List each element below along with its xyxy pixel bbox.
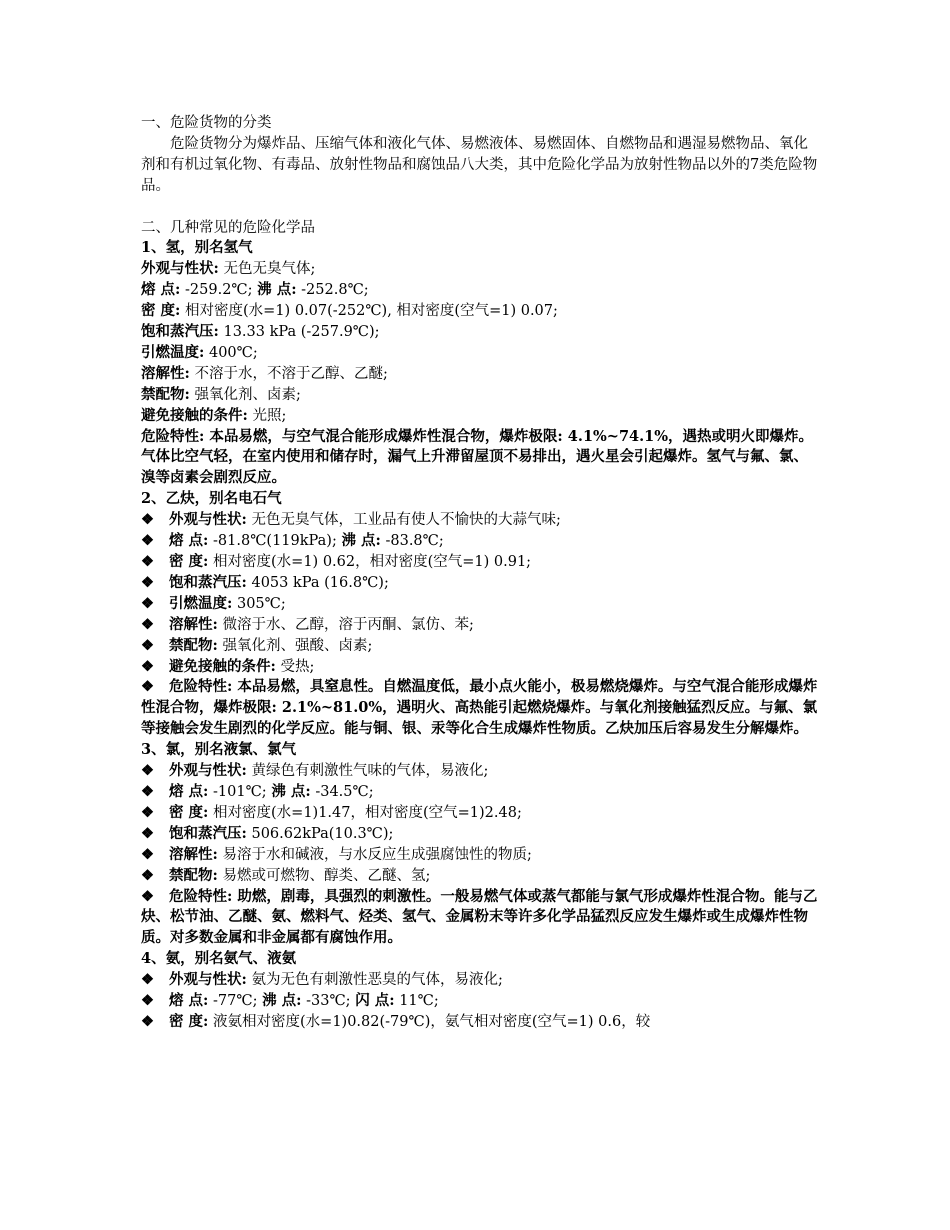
property-value: 305℃;	[232, 595, 286, 612]
property-value: 4053 kPa (16.8℃);	[246, 574, 389, 591]
hazard-text: 本品易燃，具窒息性。自燃温度低，最小点火能小，极易燃烧爆炸。与空气混合能形成爆炸性混合物，爆炸极限: 2.1%~81.0%，遇明火、高热能引起燃烧爆炸。与氧化剂接触猛烈反应。与氟、氯等接触会发生剧烈的化学反应。能与铜、银、汞等化合生成爆炸性物质。乙炔加压后容易发生分解爆炸。	[141, 678, 818, 738]
property-row	[141, 531, 821, 552]
section-heading: 二、几种常见的危险化学品	[141, 219, 315, 236]
diamond-bullet-icon: ❖	[141, 782, 154, 800]
property-key: 熔 点:	[169, 782, 209, 800]
property-row	[141, 510, 821, 531]
property-row	[141, 824, 821, 845]
property-key: 沸 点:	[341, 532, 381, 550]
property-key: 饱和蒸汽压:	[169, 824, 247, 842]
diamond-bullet-icon: ❖	[141, 762, 154, 780]
property-key: 外观与性状:	[169, 971, 247, 989]
property-key: 避免接触的条件:	[141, 406, 248, 424]
property-value: 13.33 kPa (-257.9℃);	[218, 324, 380, 341]
property-value: 强氧化剂、卤素;	[189, 386, 301, 403]
hazard-paragraph	[141, 427, 821, 490]
property-value: 微溶于水、乙醇，溶于丙酮、氯仿、苯;	[217, 616, 474, 633]
property-row	[141, 280, 821, 301]
property-row	[141, 761, 821, 782]
property-value: -77℃;	[208, 993, 263, 1010]
hazard-text: 本品易燃，与空气混合能形成爆炸性混合物，爆炸极限: 4.1%~74.1%，遇热或明火即爆炸。气体比空气轻，在室内使用和储存时，漏气上升滞留屋顶不易排出，遇火星会引起爆炸。氢气与氟、氯、溴等卤素会剧烈反应。	[141, 427, 814, 487]
property-value: 无色无臭气体;	[218, 261, 316, 278]
diamond-bullet-icon: ❖	[141, 845, 154, 863]
diamond-bullet-icon: ❖	[141, 971, 154, 989]
property-value: 强氧化剂、强酸、卤素;	[217, 637, 373, 654]
property-key: 饱和蒸汽压:	[169, 573, 247, 591]
property-value: 相对密度(水=1) 0.62，相对密度(空气=1) 0.91;	[208, 554, 532, 571]
diamond-bullet-icon: ❖	[141, 887, 154, 905]
property-key: 饱和蒸汽压:	[141, 323, 219, 341]
property-key: 外观与性状:	[169, 511, 247, 529]
property-value: 易溶于水和碱液，与水反应生成强腐蚀性的物质;	[217, 846, 532, 863]
property-key: 溶解性:	[169, 845, 218, 863]
property-value: -81.8℃(119kPa);	[208, 533, 342, 550]
property-key: 熔 点:	[169, 992, 209, 1010]
property-row	[141, 343, 821, 364]
property-row	[141, 657, 821, 678]
property-value: 氨为无色有刺激性恶臭的气体，易液化;	[246, 972, 503, 989]
property-value: 无色无臭气体，工业品有使人不愉快的大蒜气味;	[246, 512, 561, 529]
diamond-bullet-icon: ❖	[141, 615, 154, 633]
property-row	[141, 594, 821, 615]
property-key: 禁配物:	[169, 636, 218, 654]
diamond-bullet-icon: ❖	[141, 511, 154, 529]
property-row	[141, 364, 821, 385]
property-value: 光照;	[247, 407, 287, 424]
diamond-bullet-icon: ❖	[141, 532, 154, 550]
chemical-title: 2、乙炔，别名电石气	[141, 490, 282, 508]
property-key: 闪 点:	[355, 992, 395, 1010]
diamond-bullet-icon: ❖	[141, 1012, 154, 1030]
property-row	[141, 991, 821, 1012]
property-key: 避免接触的条件:	[169, 657, 276, 675]
property-value: 不溶于水，不溶于乙醇、乙醚;	[189, 365, 388, 382]
property-value: 相对密度(水=1) 0.07(-252℃), 相对密度(空气=1) 0.07;	[180, 303, 558, 320]
property-row	[141, 1012, 821, 1033]
property-row	[141, 866, 821, 887]
property-value: 相对密度(水=1)1.47，相对密度(空气=1)2.48;	[208, 804, 522, 821]
property-key: 禁配物:	[169, 866, 218, 884]
hazard-key: 危险特性:	[141, 427, 210, 445]
property-row	[141, 782, 821, 803]
property-value: -34.5℃;	[310, 783, 374, 800]
property-value: 受热;	[275, 658, 315, 675]
property-key: 沸 点:	[262, 992, 302, 1010]
property-key: 禁配物:	[141, 385, 190, 403]
property-key: 密 度:	[141, 302, 181, 320]
property-key: 引燃温度:	[141, 343, 205, 361]
property-row	[141, 301, 821, 322]
property-value: -252.8℃;	[296, 282, 369, 299]
diamond-bullet-icon: ❖	[141, 824, 154, 842]
property-row	[141, 803, 821, 824]
property-key: 外观与性状:	[141, 260, 219, 278]
property-key: 密 度:	[169, 803, 209, 821]
document-body	[141, 113, 821, 1033]
hazard-paragraph	[141, 677, 821, 740]
property-row	[141, 385, 821, 406]
property-key: 溶解性:	[141, 364, 190, 382]
property-value: -101℃;	[208, 783, 272, 800]
diamond-bullet-icon: ❖	[141, 553, 154, 571]
diamond-bullet-icon: ❖	[141, 573, 154, 591]
property-key: 外观与性状:	[169, 762, 247, 780]
property-value: 400℃;	[204, 344, 258, 361]
property-value: -33℃;	[301, 993, 356, 1010]
property-key: 熔 点:	[169, 532, 209, 550]
chemical-list	[141, 238, 821, 1032]
property-row	[141, 615, 821, 636]
property-value: 506.62kPa(10.3℃);	[246, 825, 394, 842]
section-heading: 一、危险货物的分类	[141, 115, 272, 131]
property-row	[141, 636, 821, 657]
property-value: 11℃;	[394, 993, 439, 1010]
diamond-bullet-icon: ❖	[141, 803, 154, 821]
property-key: 密 度:	[169, 553, 209, 571]
hazard-key: 危险特性:	[169, 678, 238, 696]
property-key: 引燃温度:	[169, 594, 233, 612]
property-row	[141, 573, 821, 594]
chemical-title: 4、氨，别名氨气、液氨	[141, 950, 297, 968]
property-value: -259.2℃;	[180, 282, 258, 299]
hazard-paragraph	[141, 887, 821, 950]
property-value: 易燃或可燃物、醇类、乙醚、氢;	[217, 867, 431, 884]
diamond-bullet-icon: ❖	[141, 657, 154, 675]
property-row	[141, 970, 821, 991]
diamond-bullet-icon: ❖	[141, 678, 154, 696]
property-key: 沸 点:	[257, 281, 297, 299]
property-value: 液氨相对密度(水=1)0.82(-79℃)，氨气相对密度(空气=1) 0.6，较	[208, 1013, 651, 1030]
property-key: 密 度:	[169, 1012, 209, 1030]
property-row	[141, 259, 821, 280]
chemical-title: 1、氢，别名氢气	[141, 239, 253, 257]
blank-line	[141, 197, 821, 218]
hazard-text: 助燃，剧毒，具强烈的刺激性。一般易燃气体或蒸气都能与氯气形成爆炸性混合物。能与乙炔、松节油、乙醚、氨、燃料气、烃类、氢气、金属粉末等许多化学品猛烈反应发生爆炸或生成爆炸性物质。对多数金属和非金属都有腐蚀作用。	[141, 887, 818, 947]
section-paragraph: 危险货物分为爆炸品、压缩气体和液化气体、易燃液体、易燃固体、自燃物品和遇湿易燃物品、氧化剂和有机过氧化物、有毒品、放射性物品和腐蚀品八大类，其中危险化学品为放射性物品以外的7类危险物品。	[141, 135, 818, 194]
property-row	[141, 552, 821, 573]
diamond-bullet-icon: ❖	[141, 594, 154, 612]
diamond-bullet-icon: ❖	[141, 636, 154, 654]
diamond-bullet-icon: ❖	[141, 992, 154, 1010]
property-row	[141, 406, 821, 427]
chemical-title: 3、氯，别名液氯、氯气	[141, 741, 297, 759]
property-row	[141, 845, 821, 866]
property-value: 黄绿色有刺激性气味的气体，易液化;	[246, 763, 489, 780]
property-key: 熔 点:	[141, 281, 181, 299]
property-key: 溶解性:	[169, 615, 218, 633]
diamond-bullet-icon: ❖	[141, 866, 154, 884]
property-key: 沸 点:	[271, 782, 311, 800]
property-value: -83.8℃;	[380, 533, 444, 550]
hazard-key: 危险特性:	[169, 887, 238, 905]
property-row	[141, 322, 821, 343]
